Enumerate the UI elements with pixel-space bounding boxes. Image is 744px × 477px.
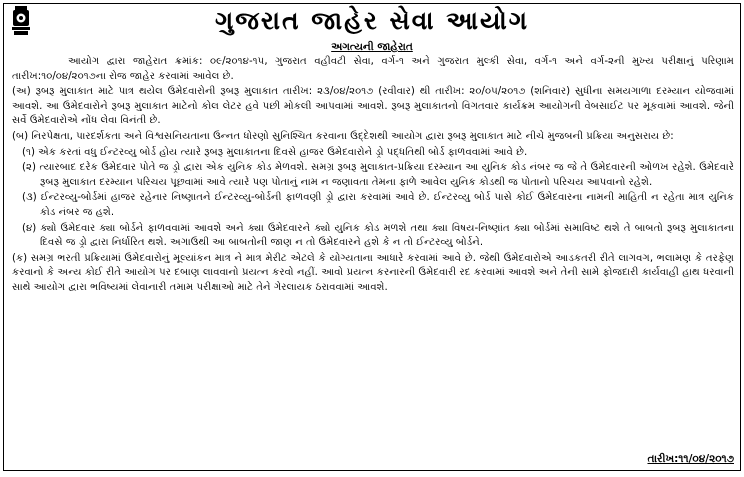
notice-body — [4, 55, 740, 296]
point-3: (૩) ઈન્ટરવ્યુ-બોર્ડમાં હાજર રહેનાર નિષ્ણાતને ઈન્ટરવ્યુ-બોર્ડની ફાળવણી ડ્રો દ્વારા કરવામાં આવે છે. ઈન્ટરવ્યુ બોર્ડ પાસે કોઈ ઉમેદવારના નામની માહિતી ન રહેતા માત્ર યુનિક કોડ નંબર જ હશે. — [22, 192, 734, 218]
point-1: (૧) એક કરતાં વધુ ઈન્ટરવ્યુ બોર્ડ હોય ત્યારે રૂબરૂ મુલાકાતના દિવસે હાજર ઉમેદવારોને ડ્રો પદ્ધતિથી બોર્ડ ફાળવવામાં આવે છે. — [22, 146, 528, 158]
notice-date: તારીખ:૧૧/૦૪/૨૦૧૭ — [647, 453, 734, 465]
notice-heading: અગત્યની જાહેરાત — [331, 41, 413, 53]
gpsc-emblem-icon — [10, 6, 32, 36]
point-4: (૪) ક્યો ઉમેદવાર ક્યા બોર્ડને ફાળવવામાં આવશે અને ક્યા ઉમેદવારને ક્યો યુનિક કોડ મળશે તથા ક્યા વિષય-નિષ્ણાંત ક્યા બોર્ડમાં સમાવિષ્ટ થશે તે બાબતો રૂબરૂ મુલાકાતના દિવસે જ ડ્રો દ્વારા નિર્ધારિત થશે. અગાઉથી આ બાબતોની જાણ ન તો ઉમેદવારને હશે કે ન તો ઈન્ટરવ્યુ બોર્ડને. — [22, 222, 734, 249]
header — [4, 4, 740, 38]
section-a: (અ) રૂબરૂ મુલાકાત માટે પાત્ર થયેલ ઉમેદવારોની રૂબરૂ મુલાકાત તારીખ: ૨૩/૦૪/૨૦૧૭ (રવીવાર) થી તારીખ: ૨૦/૦૫/૨૦૧૭ (શનિવાર) સુધીના સમયગાળા દરમ્યાન યોજવામાં આવશે. આ ઉમેદવારોને રૂબરૂ મુલાકાત માટેનો કોલ લેટર હવે પછી મોકલી આપવામાં આવશે. રૂબરૂ મુલાકાતનો વિગતવાર કાર્યક્રમ આયોગની વેબસાઈટ પર મૂકવામાં આવશે. જેની સર્વે ઉમેદવારોએ નોંધ લેવા વિનંતી છે. — [12, 86, 734, 127]
section-c: (ક) સમગ્ર ભરતી પ્રક્રિયામાં ઉમેદવારોનું મૂલ્યાંકન માત્ર ને માત્ર મેરીટ એટલે કે યોગ્યતાના આધારે કરવામાં આવે છે. જેથી ઉમેદવારોએ આડકતરી રીતે લાગવગ, ભલામણ કે તરફેણ કરવાનો કે અન્ય કોઈ રીતે આયોગ પર દબાણ લાવવાનો પ્રયત્ન કરવો નહીં. આવો પ્રયત્ન કરનારની ઉમેદવારી રદ કરવામાં આવશે અને તેની સામે ફોજદારી કાર્યવાહી હાથ ધરવાની સાથે આયોગ દ્વારા ભવિષ્યમાં લેવાનારી તમામ પરીક્ષાઓ માટે તેને ગેરલાયક ઠરાવવામાં આવશે. — [12, 252, 734, 293]
point-2: (૨) ત્યારબાદ દરેક ઉમેદવાર પોતે જ ડ્રો દ્વારા એક યુનિક કોડ મેળવશે. સમગ્ર રૂબરૂ મુલાકાત-પ્રક્રિયા દરમ્યાન આ યુનિક કોડ નંબર જ જે તે ઉમેદવારની ઓળખ રહેશે. ઉમેદવારે રૂબરૂ મુલાકાત દરમ્યાન પરિચય પૂછવામાં આવે ત્યારે પણ પોતાનું નામ ન જણાવતા તેમના ફાળે આવેલ યુનિક કોડથી જ પોતાનો પરિચય આપવાનો રહેશે. — [22, 162, 734, 188]
page-title: ગુજરાત જાહેર સેવા આયોગ — [215, 6, 529, 35]
section-b: (બ) નિરપેક્ષતા, પારદર્શકતા અને વિશ્વસનિયતાના ઉન્નત ધોરણો સુનિશ્ચિત કરવાના ઉદ્દેશથી આયોગ દ્વારા રૂબરૂ મુલાકાત માટે નીચે મુજબની પ્રક્રિયા અનુસરાય છે: — [12, 130, 674, 142]
notice-page — [3, 3, 741, 471]
intro-paragraph: આયોગ દ્વારા જાહેરાત ક્રમાંક: ૦૯/૨૦૧૪-૧૫, ગુજરાત વહીવટી સેવા, વર્ગ-૧ અને ગુજરાત મુલ્કી સેવા, વર્ગ-૧ અને વર્ગ-૨ની મુખ્ય પરીક્ષાનું પરિણામ તારીખ:૧૦/૦૪/૨૦૧૭ના રોજ જાહેર કરવામાં આવેલ છે. — [12, 56, 734, 82]
